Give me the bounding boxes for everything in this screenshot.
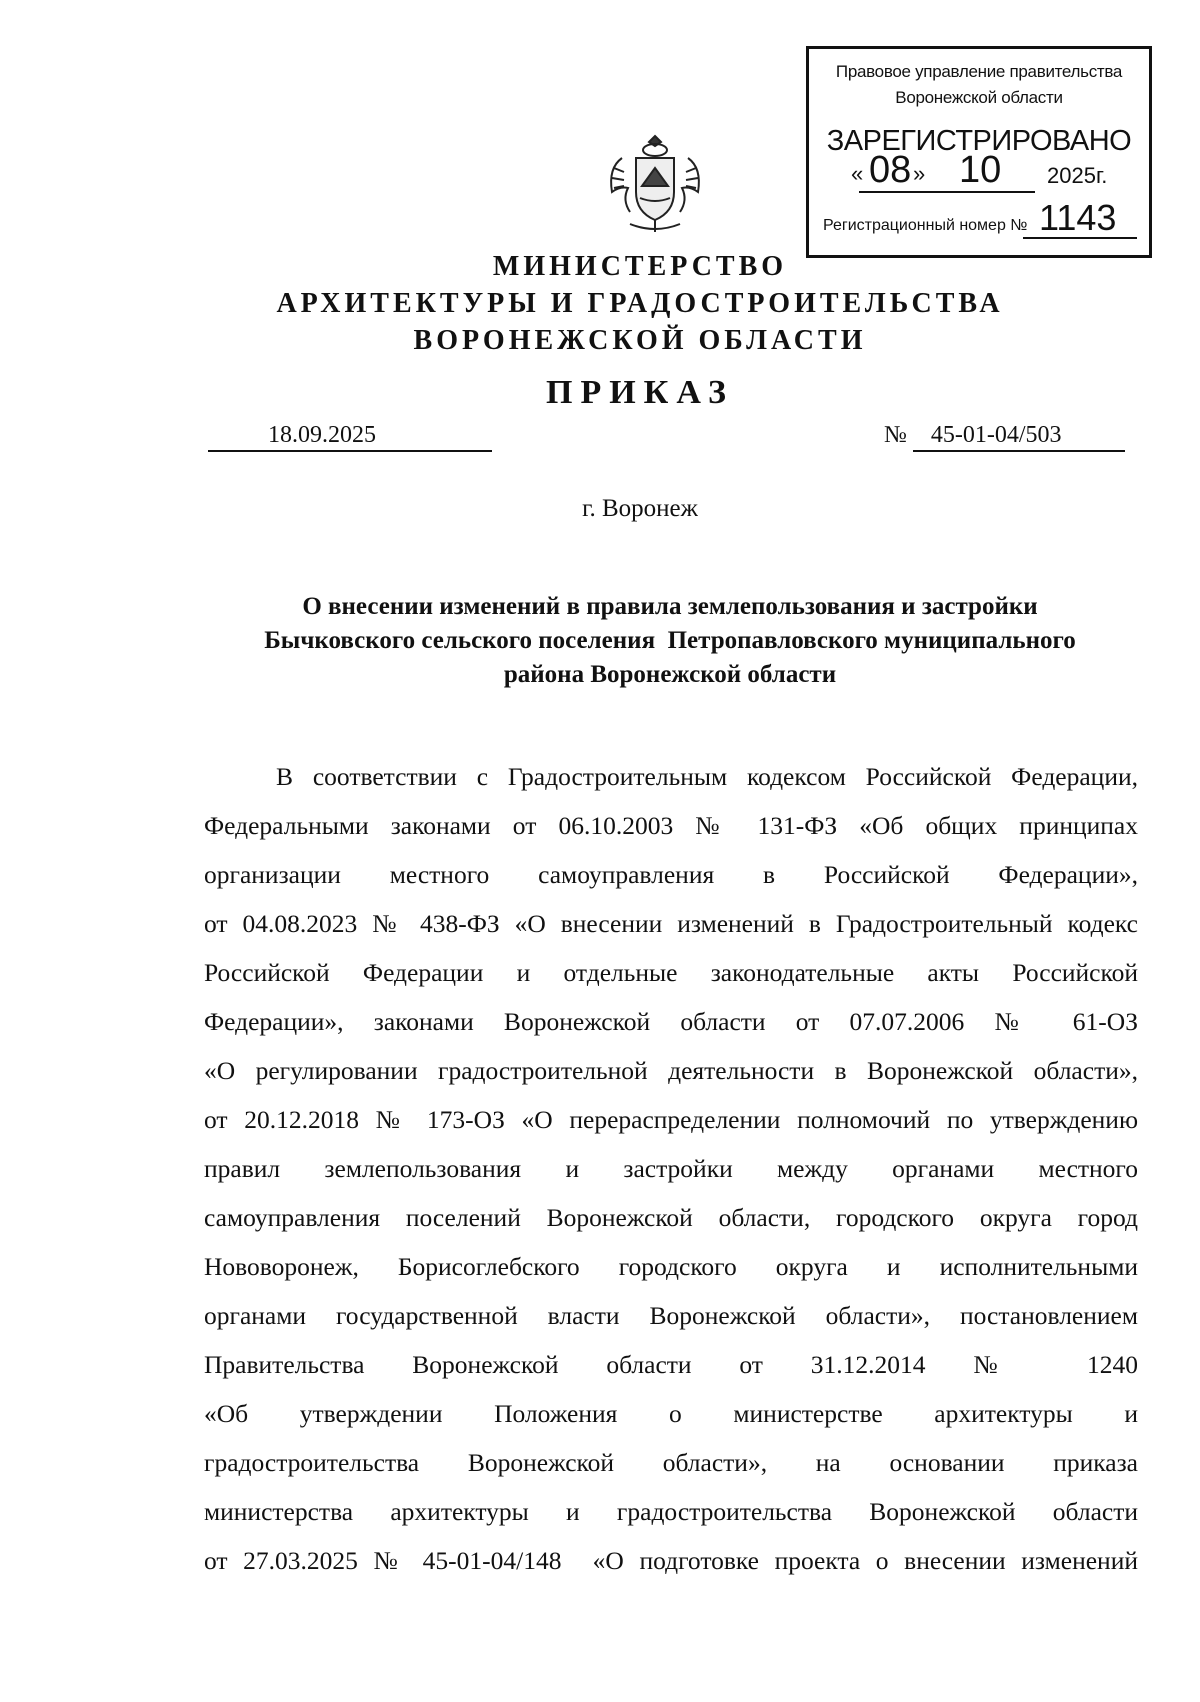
stamp-reg-underline — [1023, 237, 1137, 239]
body-line: организации местного самоуправления в Российской Федерации», — [204, 860, 1138, 889]
body-line: градостроительства Воронежской области», на основании приказа — [204, 1448, 1138, 1477]
stamp-date-underline — [859, 191, 1035, 193]
document-number — [884, 420, 1125, 452]
body-line: органами государственной власти Воронежской области», постановлением — [204, 1301, 1138, 1330]
body-line: от 20.12.2018 № 173-ОЗ «О перераспределении полномочий по утверждению — [204, 1105, 1138, 1134]
city: г. Воронеж — [582, 495, 698, 522]
stamp-organization: Правовое управление правительства Воронежской области — [835, 62, 1123, 107]
body-line: от 27.03.2025 № 45-01-04/148 «О подготовке проекта о внесении изменений — [204, 1546, 1138, 1575]
body-line: Федеральными законами от 06.10.2003 № 131-ФЗ «Об общих принципах — [204, 811, 1138, 840]
document-title — [200, 590, 1140, 692]
stamp-year: 2025г. — [1047, 163, 1108, 188]
ministry-heading — [0, 248, 1200, 359]
body-line: министерства архитектуры и градостроительства Воронежской области — [204, 1497, 1138, 1526]
registration-stamp — [806, 46, 1152, 258]
stamp-reg-number: 1143 — [1039, 197, 1117, 238]
body-line: правил землепользования и застройки между органами местного — [204, 1154, 1138, 1183]
document-type: ПРИКАЗ — [546, 374, 734, 411]
document-body — [204, 752, 1138, 1585]
body-line: Нововоронеж, Борисоглебского городского округа и исполнительными — [204, 1252, 1138, 1281]
ministry-line-1: МИНИСТЕРСТВО — [492, 251, 788, 282]
ministry-line-3: ВОРОНЕЖСКОЙ ОБЛАСТИ — [413, 325, 867, 356]
body-line: Российской Федерации и отдельные законодательные акты Российской — [204, 958, 1138, 987]
body-line: Федерации», законами Воронежской области от 07.07.2006 № 61-ОЗ — [204, 1007, 1138, 1036]
stamp-month: 10 — [959, 149, 1002, 191]
body-line: «О регулировании градостроительной деятельности в Воронежской области», — [204, 1056, 1138, 1085]
number-value: 45-01-04/503 — [913, 420, 1125, 452]
coat-of-arms-icon — [600, 128, 710, 238]
title-line-1: О внесении изменений в правила землепользования и застройки — [302, 593, 1038, 620]
body-line: от 04.08.2023 № 438-ФЗ «О внесении изменений в Градостроительный кодекс — [204, 909, 1138, 938]
number-label: № — [884, 422, 907, 448]
stamp-quote-open: « — [851, 161, 864, 186]
stamp-quote-close: » — [913, 161, 926, 186]
title-line-3: района Воронежской области — [503, 661, 837, 688]
stamp-day: 08 — [869, 149, 912, 191]
body-line: В соответствии с Градостроительным кодексом Российской Федерации, — [276, 762, 1138, 791]
body-line: самоуправления поселений Воронежской области, городского округа город — [204, 1203, 1138, 1232]
ministry-line-2: АРХИТЕКТУРЫ И ГРАДОСТРОИТЕЛЬСТВА — [276, 288, 1004, 319]
title-line-2: Бычковского сельского поселения Петропавловского муниципального — [264, 627, 1076, 654]
stamp-reg-label: Регистрационный номер № — [823, 217, 1028, 234]
body-line: «Об утверждении Положения о министерстве архитектуры и — [204, 1399, 1138, 1428]
document-date: 18.09.2025 — [208, 420, 492, 452]
stamp-status: ЗАРЕГИСТРИРОВАНО — [826, 125, 1132, 157]
body-line: Правительства Воронежской области от 31.12.2014 № 1240 — [204, 1350, 1138, 1379]
